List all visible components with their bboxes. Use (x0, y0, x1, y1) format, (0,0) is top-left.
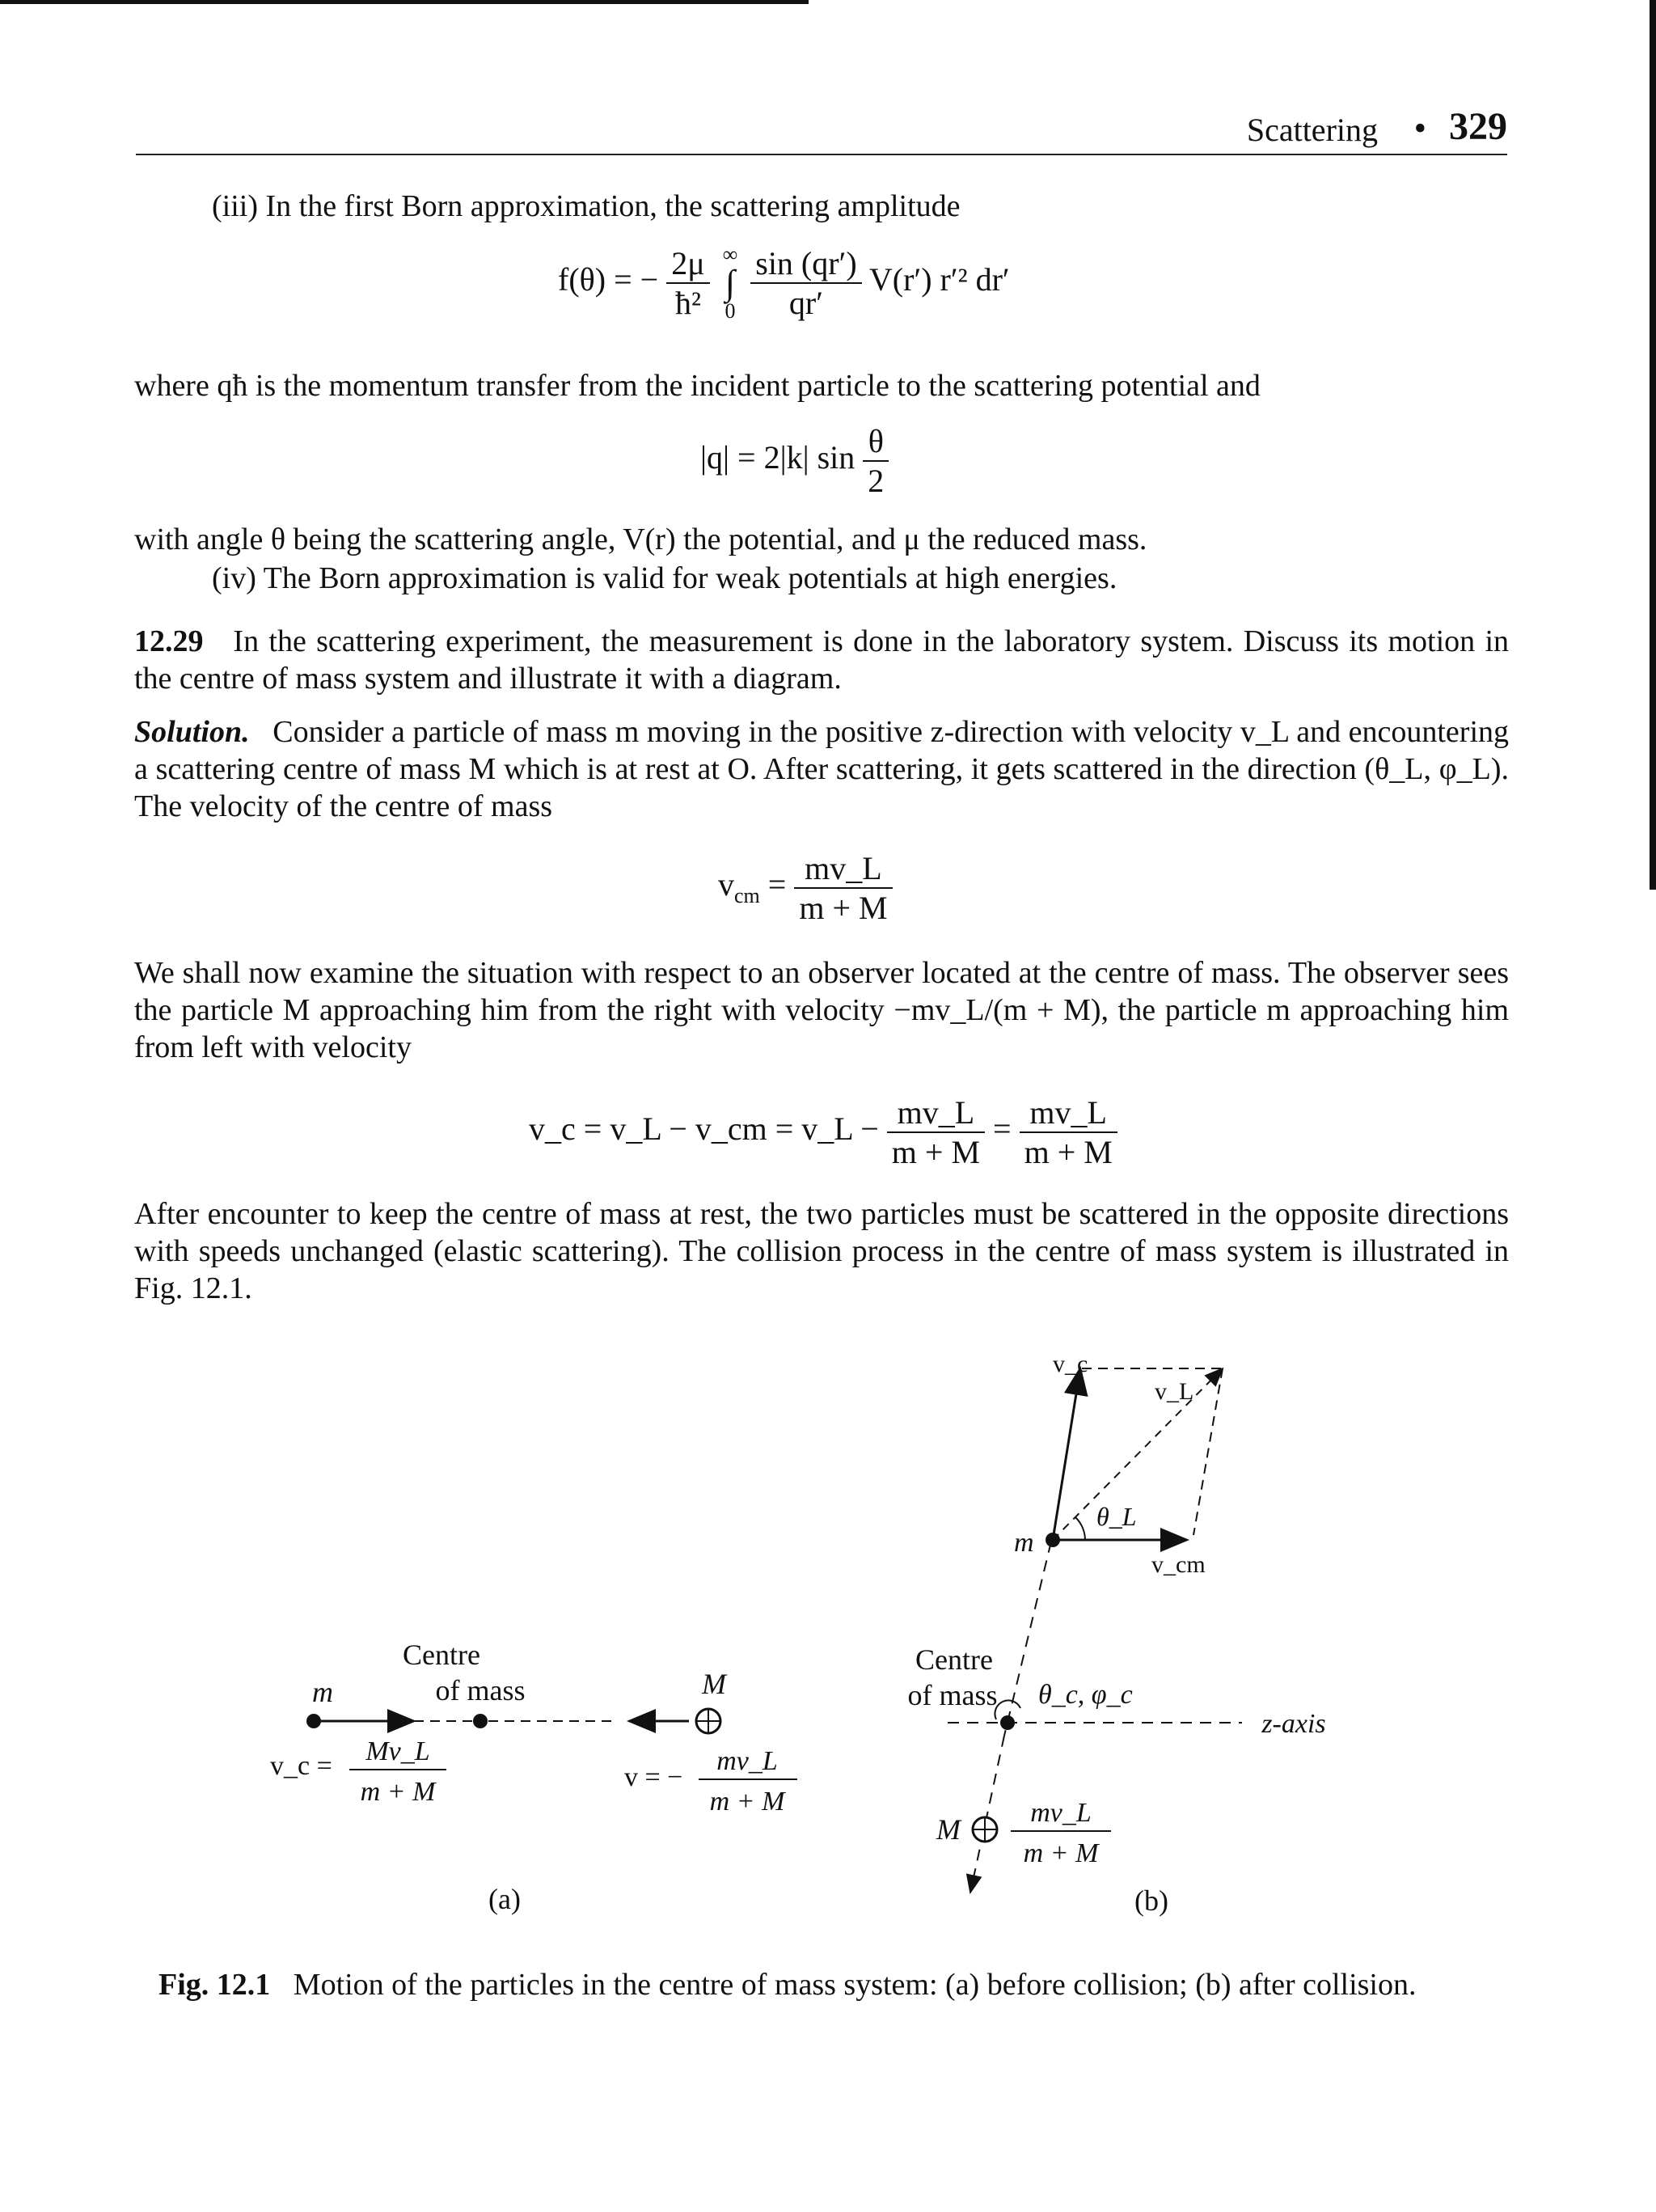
eq3-num: mv_L (794, 849, 892, 889)
fig-a-v-lhs: v = − (624, 1762, 683, 1792)
para-with: with angle θ being the scattering angle, V(r) the potential, and μ the reduced mass. (134, 522, 1147, 556)
figure-a (270, 1639, 797, 1915)
eq4-den2: m + M (1024, 1134, 1113, 1170)
para-after: After encounter to keep the centre of mass at rest, the two particles must be scattered in the opposite directions with speeds unchanged (elastic scattering). The collision process in the centre of mass system is illustrated in Fig. 12.1. (134, 1197, 1509, 1305)
fig-b-M-label: M (936, 1813, 961, 1846)
fig-a-centre-dot (473, 1714, 488, 1728)
eq4-num1: mv_L (887, 1093, 985, 1133)
eq2-num: θ (863, 422, 889, 462)
fig-a-sublabel: (a) (488, 1883, 521, 1915)
fig-b-angle-label: θ_c, φ_c (1038, 1680, 1133, 1710)
eq1-int-sign: ∫ (724, 263, 735, 302)
eq3-lhs-sub: cm (734, 884, 760, 908)
para-iii: (iii) In the first Born approximation, the scattering amplitude (212, 189, 961, 223)
fig-b-vcm-label: v_cm (1151, 1551, 1206, 1578)
fig-b-zaxis-label: z-axis (1261, 1709, 1326, 1739)
fig-b-centre-dot (1000, 1715, 1015, 1730)
eq3-eq: = (767, 866, 787, 903)
fig-a-centre-2: of mass (435, 1674, 526, 1707)
problem-number: 12.29 (134, 624, 204, 658)
eq2-den: 2 (868, 463, 885, 499)
fig-a-M-label: M (702, 1668, 726, 1700)
fig-a-v-den: m + M (709, 1787, 785, 1817)
figure-caption (158, 1967, 1417, 2003)
eq4-num2: mv_L (1020, 1093, 1117, 1133)
fig-a-v-num: mv_L (716, 1746, 778, 1776)
fig-b-centre-2: of mass (907, 1679, 998, 1711)
eq4-den1: m + M (891, 1134, 981, 1170)
eq3-den: m + M (799, 890, 888, 926)
page-number: 329 (1449, 105, 1507, 148)
solution-label: Solution. (134, 715, 250, 749)
eq1-frac-den: ħ² (674, 285, 701, 321)
fig-b-vc-label: v_c (1053, 1351, 1088, 1377)
eq1-int-lower: 0 (724, 299, 736, 323)
fig-b-sublabel: (b) (1134, 1884, 1168, 1917)
eq1-inner-den: qr′ (788, 285, 823, 321)
header-bullet: • (1413, 108, 1426, 148)
fig-a-vc-lhs: v_c = (270, 1751, 332, 1781)
fig-b-thetaL-arc (1075, 1517, 1085, 1540)
fig-a-vc-num: Mv_L (365, 1736, 430, 1766)
eq3-lhs: v (718, 866, 734, 903)
fig-b-line-lower (970, 1736, 1004, 1893)
fig-b-mv-den: m + M (1023, 1838, 1099, 1868)
para-where: where qħ is the momentum transfer from the incident particle to the scattering potential and (134, 369, 1261, 403)
fig-b-mv-num: mv_L (1030, 1798, 1092, 1828)
fig-a-m-label: m (312, 1676, 333, 1708)
running-title: Scattering (1246, 112, 1378, 148)
para-observer: We shall now examine the situation with respect to an observer located at the centre of mass. The observer sees the particle M approaching him from the right with velocity −mv_L/(m + M), the particle m approaching him from left with velocity (134, 956, 1509, 1064)
eq4-eq: = (993, 1110, 1012, 1148)
eq4-lhs: v_c = v_L − v_cm = v_L − (529, 1110, 879, 1148)
fig-b-centre-1: Centre (915, 1643, 993, 1676)
fig-b-m-label: m (1014, 1528, 1034, 1558)
solution-text: Consider a particle of mass m moving in the positive z-direction with velocity v_L and encountering a scattering centre of mass M which is at rest at O. After scattering, it gets scattered in the direction (θ_L, φ_L). The velocity of the centre of mass (134, 715, 1510, 823)
fig-b-vc-arrow (1053, 1368, 1080, 1540)
fig-a-particle-M (696, 1709, 720, 1733)
para-iv: (iv) The Born approximation is valid for weak potentials at high energies. (212, 561, 1117, 595)
caption-label: Fig. 12.1 (158, 1968, 271, 2002)
eq1-tail: V(r′) r′² dr′ (868, 261, 1010, 298)
caption-text: Motion of the particles in the centre of mass system: (a) before collision; (b) after collision. (293, 1968, 1417, 2002)
eq1-lhs: f(θ) = − (558, 261, 659, 298)
fig-b-vL-label: v_L (1155, 1378, 1194, 1405)
eq1-int-upper: ∞ (722, 243, 738, 266)
eq2-lhs: |q| = 2|k| sin (700, 439, 855, 476)
fig-a-vc-den: m + M (360, 1777, 436, 1807)
fig-a-centre-1: Centre (403, 1639, 480, 1671)
problem-text: In the scattering experiment, the measurement is done in the laboratory system. Discuss its motion in the centre of mass system and illustrate it with a diagram. (134, 624, 1509, 696)
eq1-inner-num: sin (qr′) (750, 244, 861, 284)
fig-b-particle-M (973, 1817, 997, 1842)
fig-b-thetaL-label: θ_L (1096, 1502, 1137, 1531)
eq1-frac-num: 2μ (666, 244, 709, 284)
figure-b (908, 1351, 1326, 1917)
